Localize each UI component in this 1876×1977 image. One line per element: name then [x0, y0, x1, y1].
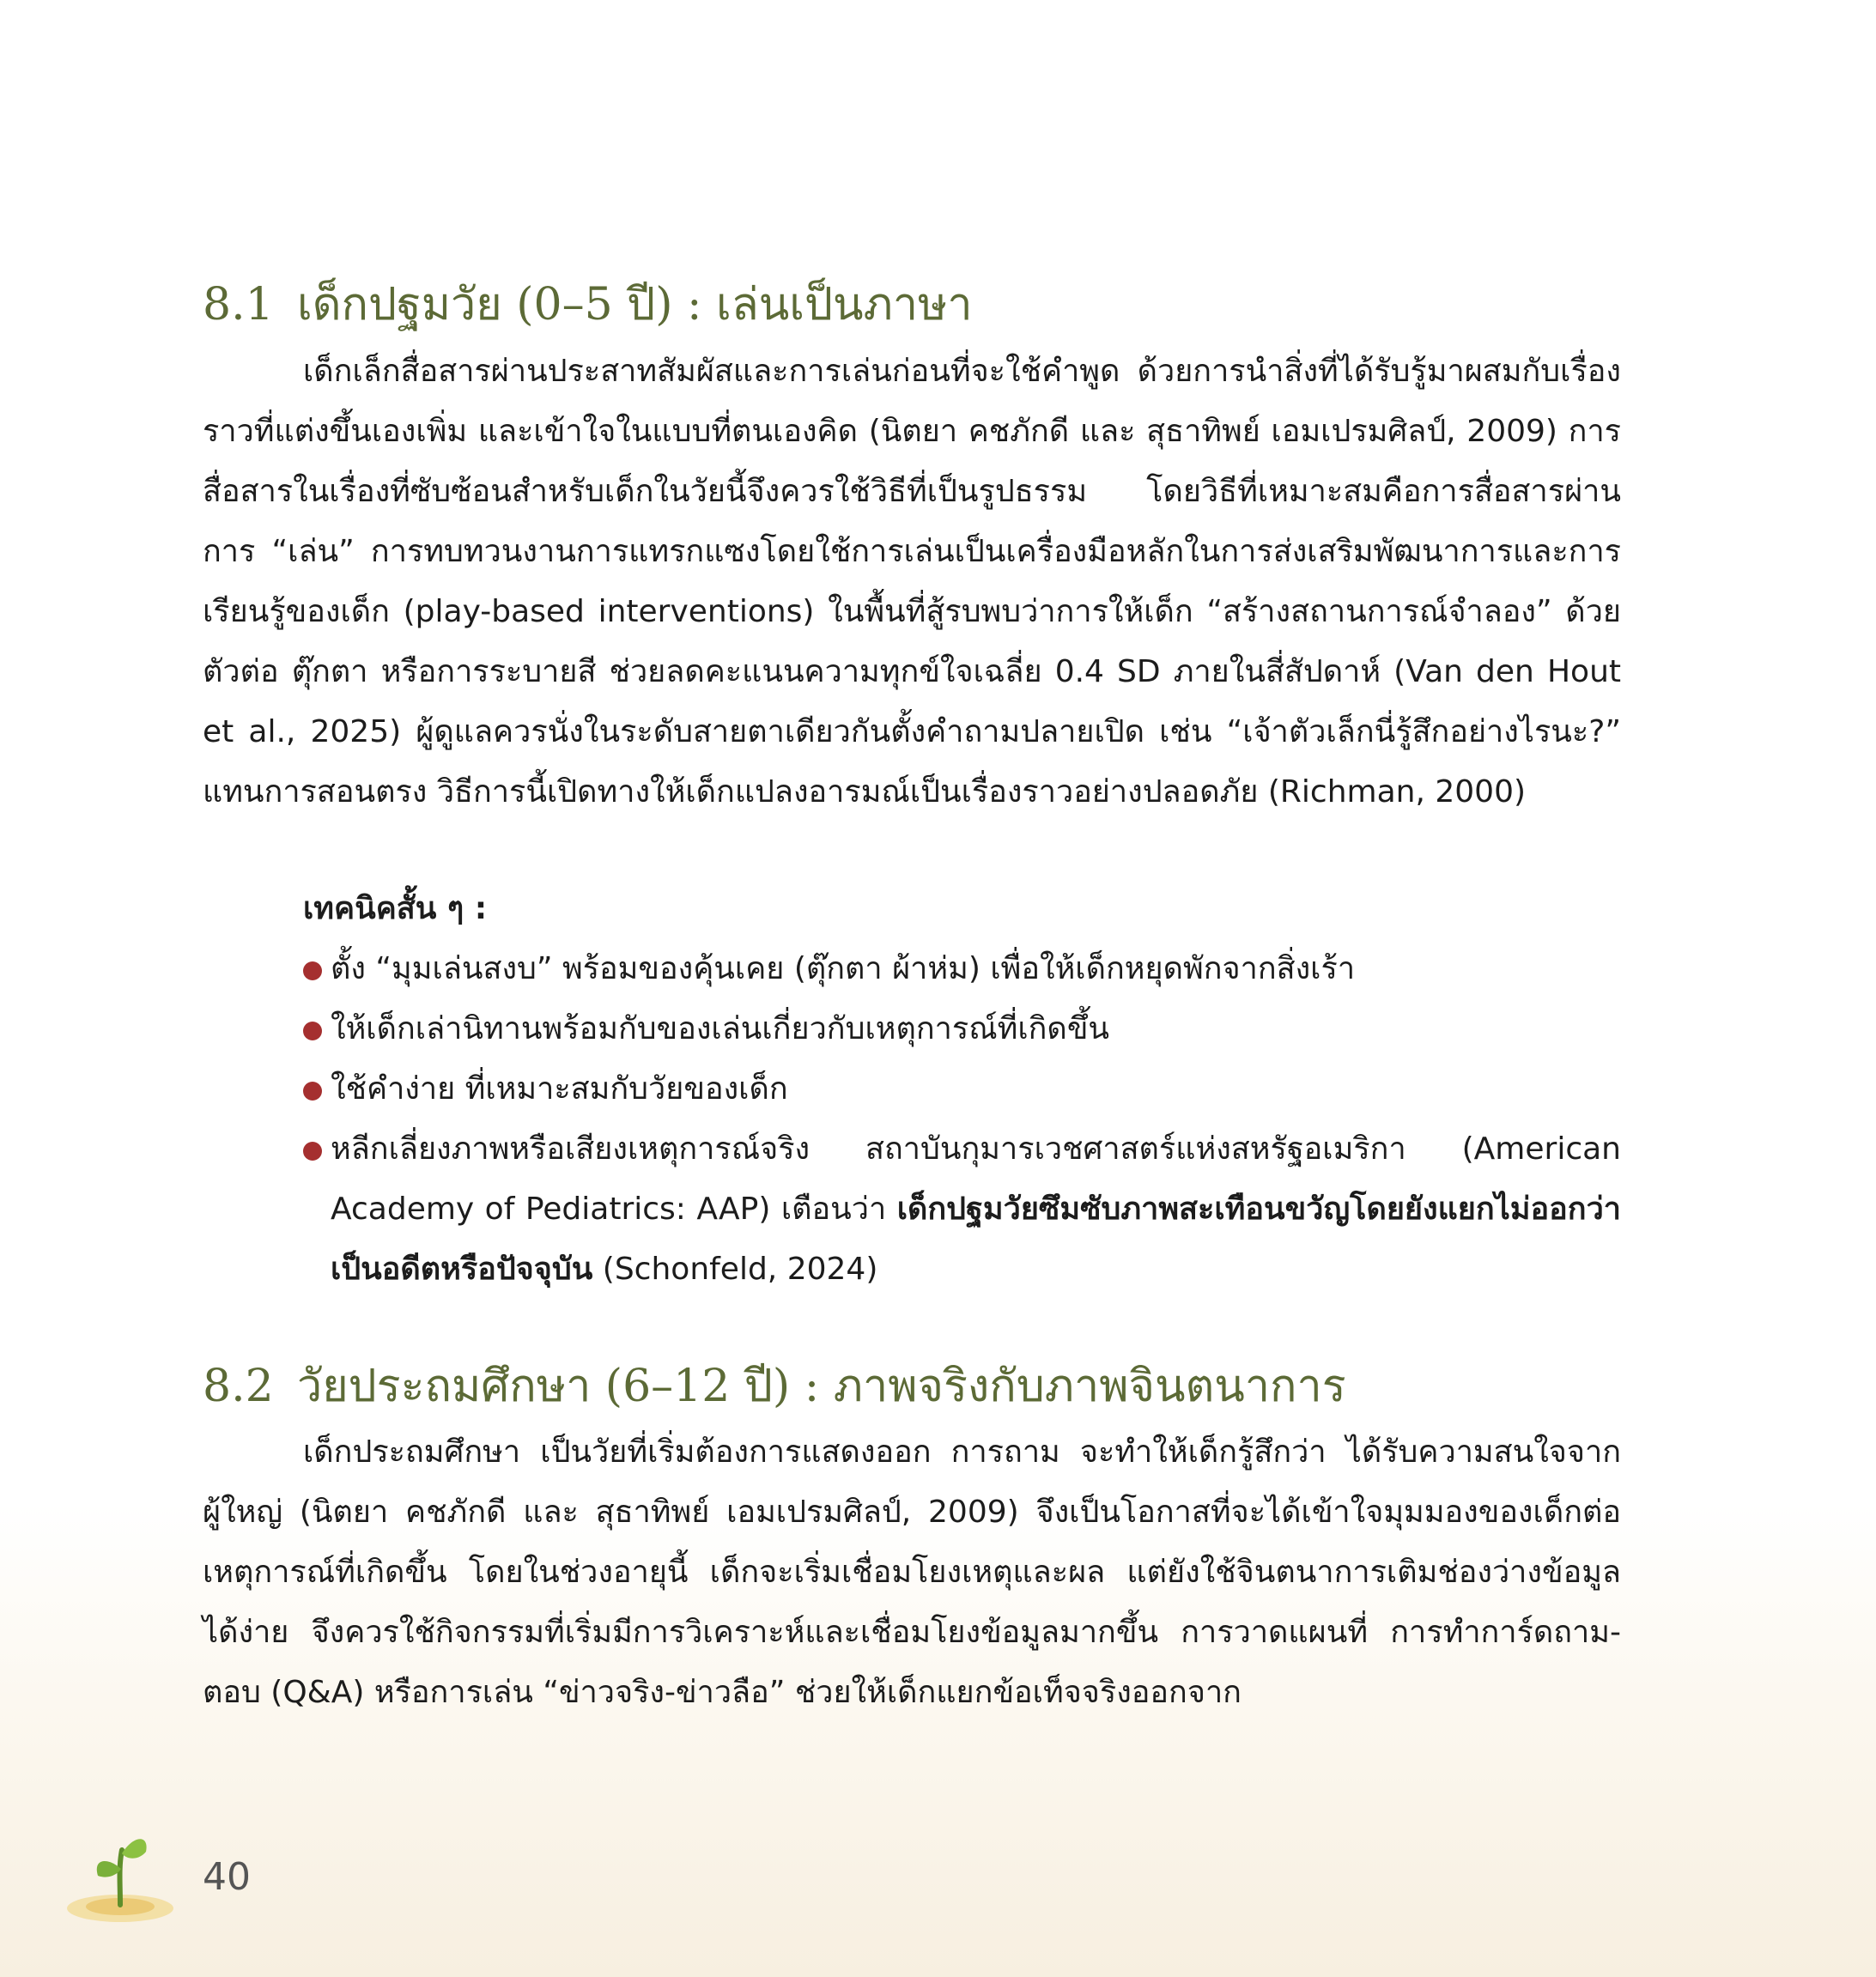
tip-text: ตั้ง “มุมเล่นสงบ” พร้อมของคุ้นเคย (ตุ๊กตา ผ้าห่ม) เพื่อให้เด็กหยุดพักจากสิ่งเร้า: [331, 951, 1356, 986]
list-item: [303, 1119, 1621, 1300]
section-8-1-paragraph: เด็กเล็กสื่อสารผ่านประสาทสัมผัสและการเล่นก่อนที่จะใช้คำพูด ด้วยการนำสิ่งที่ได้รับรู้มาผสมกับเรื่องราวที่แต่งขึ้นเองเพิ่ม และเข้าใจในแบบที่ตนเองคิด (นิตยา คชภักดี และ สุธาทิพย์ เอมเปรมศิลป์, 2009) การสื่อสารในเรื่องที่ซับซ้อนสำหรับเด็กในวัยนี้จึงควรใช้วิธีที่เป็นรูปธรรม โดยวิธีที่เหมาะสมคือการสื่อสารผ่านการ “เล่น” การทบทวนงานการแทรกแซงโดยใช้การเล่นเป็นเครื่องมือหลักในการส่งเสริมพัฒนาการและการเรียนรู้ของเด็ก (play-based interventions) ในพื้นที่สู้รบพบว่าการให้เด็ก “สร้างสถานการณ์จำลอง” ด้วยตัวต่อ ตุ๊กตา หรือการระบายสี ช่วยลดคะแนนความทุกข์ใจเฉลี่ย 0.4 SD ภายในสี่สัปดาห์ (Van den Hout et al., 2025) ผู้ดูแลควรนั่งในระดับสายตาเดียวกันตั้งคำถามปลายเปิด เช่น “เจ้าตัวเล็กนี่รู้สึกอย่างไรนะ?” แทนการสอนตรง วิธีการนี้เปิดทางให้เด็กแปลงอารมณ์เป็นเรื่องราวอย่างปลอดภัย (Richman, 2000): [203, 354, 1621, 810]
tip-bold-text: เด็กปฐมวัยซึมซับภาพสะเทือนขวัญโดยยังแยกไม่ออกว่าเป็นอดีตหรือปัจจุบัน: [331, 1192, 1621, 1287]
section-title: วัยประถมศึกษา (6–12 ปี) : ภาพจริงกับภาพจินตนาการ: [297, 1361, 1346, 1412]
bullet-dot-icon: [303, 1082, 322, 1101]
bullet-dot-icon: [303, 1022, 322, 1040]
tips-list: [303, 939, 1621, 1300]
list-item: [303, 999, 1621, 1059]
bullet-dot-icon: [303, 961, 322, 980]
tip-citation: (Schonfeld, 2024): [592, 1252, 878, 1287]
section-heading-8-1: [203, 276, 973, 333]
tips-title: เทคนิคสั้น ๆ :: [303, 891, 488, 926]
section-number: 8.2: [203, 1361, 274, 1412]
section-8-2-paragraph: เด็กประถมศึกษา เป็นวัยที่เริ่มต้องการแสดงออก การถาม จะทำให้เด็กรู้สึกว่า ได้รับความสนใจจากผู้ใหญ่ (นิตยา คชภักดี และ สุธาทิพย์ เอมเปรมศิลป์, 2009) จึงเป็นโอกาสที่จะได้เข้าใจมุมมองของเด็กต่อเหตุการณ์ที่เกิดขึ้น โดยในช่วงอายุนี้ เด็กจะเริ่มเชื่อมโยงเหตุและผล แต่ยังใช้จินตนาการเติมช่องว่างข้อมูลได้ง่าย จึงควรใช้กิจกรรมที่เริ่มมีการวิเคราะห์และเชื่อมโยงข้อมูลมากขึ้น การวาดแผนที่ การทำการ์ดถาม-ตอบ (Q&A) หรือการเล่น “ข่าวจริง-ข่าวลือ” ช่วยให้เด็กแยกข้อเท็จจริงออกจาก: [203, 1434, 1621, 1710]
section-number: 8.1: [203, 279, 274, 331]
sprout-icon: [60, 1816, 180, 1927]
section-title: เด็กปฐมวัย (0–5 ปี) : เล่นเป็นภาษา: [297, 279, 973, 331]
list-item: [303, 1059, 1621, 1119]
page-number: 40: [203, 1855, 251, 1899]
list-item: [303, 939, 1621, 999]
tip-text: ใช้คำง่าย ที่เหมาะสมกับวัยของเด็ก: [331, 1071, 788, 1107]
tip-text: ให้เด็กเล่านิทานพร้อมกับของเล่นเกี่ยวกับเหตุการณ์ที่เกิดขึ้น: [331, 1011, 1110, 1046]
section-heading-8-2: [203, 1358, 1346, 1415]
tip-text: หลีกเลี่ยงภาพหรือเสียงเหตุการณ์จริง สถาบันกุมารเวชศาสตร์แห่งสหรัฐอเมริกา (American Academy of Pediatrics: AAP) เตือนว่า: [331, 1131, 1621, 1227]
bullet-dot-icon: [303, 1142, 322, 1161]
